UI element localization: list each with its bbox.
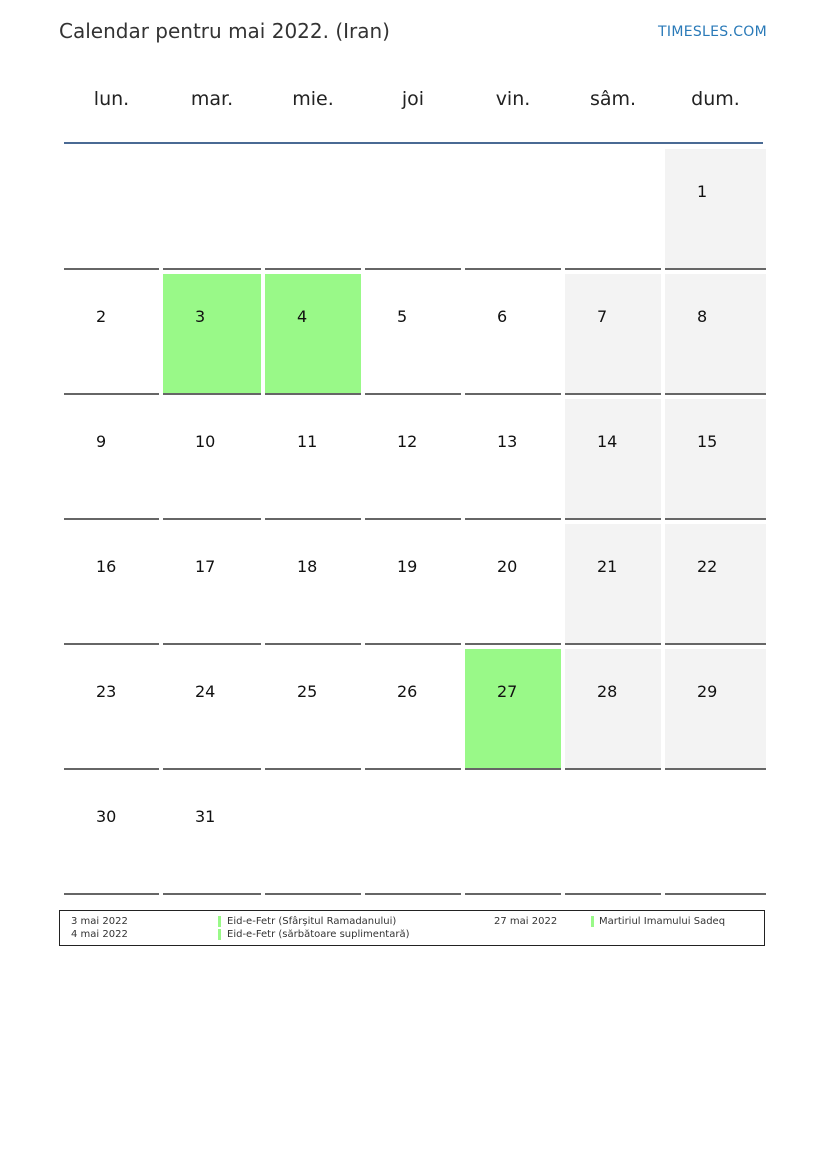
day-number: 19 xyxy=(397,557,418,576)
calendar-day-cell xyxy=(265,649,361,770)
calendar-day-cell xyxy=(163,524,261,645)
calendar-day-cell xyxy=(163,774,261,895)
calendar-day-cell xyxy=(365,524,461,645)
calendar-grid xyxy=(64,149,763,895)
holiday-date: 4 mai 2022 xyxy=(71,929,128,940)
weekday-label-tue: mar. xyxy=(190,88,234,110)
day-number: 12 xyxy=(397,432,418,451)
day-number: 24 xyxy=(195,682,216,701)
calendar-day-cell xyxy=(465,399,561,520)
day-number: 20 xyxy=(497,557,518,576)
day-number: 18 xyxy=(297,557,318,576)
calendar-day-cell xyxy=(465,274,561,395)
day-number: 14 xyxy=(597,432,618,451)
day-number: 8 xyxy=(697,307,708,326)
weekday-label-fri: vin. xyxy=(495,88,531,110)
holiday-date: 27 mai 2022 xyxy=(494,916,558,927)
day-number: 23 xyxy=(96,682,117,701)
day-number: 5 xyxy=(397,307,408,326)
calendar-day-cell xyxy=(365,649,461,770)
day-number: 10 xyxy=(195,432,216,451)
holiday-name: Martiriul Imamului Sadeq xyxy=(599,916,726,927)
calendar-empty-cell xyxy=(64,149,159,270)
day-number: 9 xyxy=(96,432,107,451)
day-number: 16 xyxy=(96,557,117,576)
calendar-day-cell xyxy=(665,649,766,770)
day-number: 3 xyxy=(195,307,206,326)
holiday-legend xyxy=(59,910,765,946)
calendar-day-cell xyxy=(565,399,661,520)
calendar-day-cell xyxy=(365,274,461,395)
day-number: 17 xyxy=(195,557,216,576)
calendar-empty-cell xyxy=(163,149,261,270)
day-number: 25 xyxy=(297,682,318,701)
calendar-day-cell xyxy=(64,399,159,520)
calendar-day-cell xyxy=(163,399,261,520)
calendar-empty-cell xyxy=(465,149,561,270)
calendar-day-cell xyxy=(265,274,361,395)
day-number: 27 xyxy=(497,682,518,701)
holiday-color-marker xyxy=(218,929,221,940)
holiday-name: Eid-e-Fetr (sărbătoare suplimentară) xyxy=(227,929,410,940)
day-number: 1 xyxy=(697,182,708,201)
calendar-day-cell xyxy=(265,399,361,520)
day-number: 21 xyxy=(597,557,618,576)
weekday-label-thu: joi xyxy=(401,88,425,110)
calendar-day-cell xyxy=(665,274,766,395)
weekday-label-mon: lun. xyxy=(93,88,130,110)
calendar-day-cell xyxy=(163,649,261,770)
calendar-day-cell xyxy=(265,524,361,645)
calendar-day-cell xyxy=(163,274,261,395)
calendar-empty-cell xyxy=(265,774,361,895)
day-number: 2 xyxy=(96,307,107,326)
day-number: 29 xyxy=(697,682,718,701)
day-number: 15 xyxy=(697,432,718,451)
calendar-day-cell xyxy=(565,524,661,645)
holiday-date: 3 mai 2022 xyxy=(71,916,128,927)
calendar-empty-cell xyxy=(565,149,661,270)
day-number: 13 xyxy=(497,432,518,451)
day-number: 11 xyxy=(297,432,318,451)
weekday-label-sun: dum. xyxy=(691,88,740,110)
calendar-day-cell xyxy=(665,149,766,270)
calendar-empty-cell xyxy=(365,149,461,270)
brand-link[interactable]: TIMESLES.COM xyxy=(658,24,767,40)
calendar-day-cell xyxy=(64,274,159,395)
calendar-empty-cell xyxy=(465,774,561,895)
calendar-day-cell xyxy=(365,399,461,520)
day-number: 7 xyxy=(597,307,608,326)
header-divider xyxy=(64,142,763,144)
holiday-color-marker xyxy=(218,916,221,927)
day-number: 6 xyxy=(497,307,508,326)
calendar-empty-cell xyxy=(365,774,461,895)
calendar-empty-cell xyxy=(665,774,766,895)
calendar-day-cell xyxy=(64,524,159,645)
weekday-label-sat: sâm. xyxy=(589,88,637,110)
day-number: 26 xyxy=(397,682,418,701)
day-number: 4 xyxy=(297,307,308,326)
holiday-name: Eid-e-Fetr (Sfârșitul Ramadanului) xyxy=(227,916,397,927)
day-number: 31 xyxy=(195,807,216,826)
calendar-day-cell xyxy=(565,649,661,770)
calendar-empty-cell xyxy=(265,149,361,270)
calendar-day-cell xyxy=(665,399,766,520)
holiday-color-marker xyxy=(591,916,594,927)
calendar-day-cell xyxy=(665,524,766,645)
page-title: Calendar pentru mai 2022. (Iran) xyxy=(59,19,390,43)
day-number: 28 xyxy=(597,682,618,701)
calendar-day-cell xyxy=(465,524,561,645)
weekday-label-wed: mie. xyxy=(292,88,334,110)
day-number: 30 xyxy=(96,807,117,826)
calendar-day-cell xyxy=(64,649,159,770)
weekday-header xyxy=(64,88,763,120)
calendar-day-cell xyxy=(465,649,561,770)
calendar-day-cell xyxy=(565,274,661,395)
calendar-day-cell xyxy=(64,774,159,895)
calendar-empty-cell xyxy=(565,774,661,895)
day-number: 22 xyxy=(697,557,718,576)
